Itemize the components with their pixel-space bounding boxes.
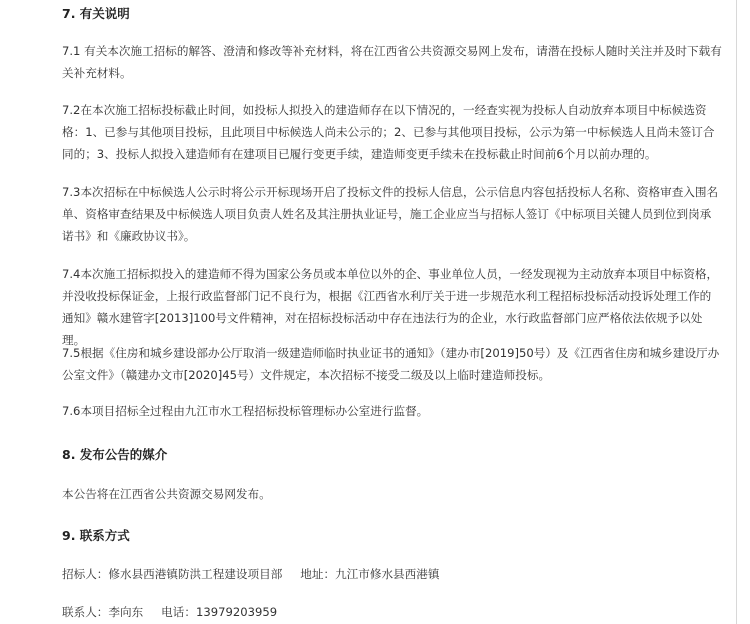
contact-text: 联系人：李向东 xyxy=(62,605,144,619)
section-8-heading: 8. 发布公告的媒介 xyxy=(62,447,168,462)
section-9-heading: 9. 联系方式 xyxy=(62,528,130,543)
clause-7-1: 7.1 有关本次施工招标的解答、澄清和修改等补充材料，将在江西省公共资源交易网上发布，请潜在投标人随时关注并及时下载有关补充材料。 xyxy=(62,44,722,80)
tenderer-address-line xyxy=(62,566,439,582)
tenderer-text: 招标人：修水县西港镇防洪工程建设项目部 xyxy=(62,567,283,581)
clause-7-2: 7.2在本次施工招标投标截止时间，如投标人拟投入的建造师存在以下情况的，一经查实视为投标人自动放弃本项目中标候选资格：1、已参与其他项目投标，且此项目中标候选人尚未公示的；2、已参与其他项目投标，公示为第一中标候选人且尚未签订合同的；3、投标人拟投入建造师有在建项目已履行变更手续，建造师变更手续未在投标截止时间前6个月以前办理的。 xyxy=(62,103,715,161)
clause-7-6: 7.6本项目招标全过程由九江市水工程招标投标管理标办公室进行监督。 xyxy=(62,404,429,418)
address-text: 地址：九江市修水县西港镇 xyxy=(300,567,440,581)
contact-phone-line xyxy=(62,604,277,620)
section-7-heading: 7. 有关说明 xyxy=(62,6,130,21)
clause-7-4: 7.4本次施工招标拟投入的建造师不得为国家公务员或本单位以外的企、事业单位人员，一经发现视为主动放弃本项目中标资格，并没收投标保证金，上报行政监督部门记不良行为，根据《江西省水利厅关于进一步规范水利工程招标投标活动投诉处理工作的通知》赣水建管字[2013]100号文件精神，对在招标投标活动中存在违法行为的企业，水行政监督部门应严格依法依规予以处理。 xyxy=(62,267,719,347)
phone-text: 电话：13979203959 xyxy=(161,605,278,619)
publish-media-text: 本公告将在江西省公共资源交易网发布。 xyxy=(62,487,271,501)
clause-7-5: 7.5根据《住房和城乡建设部办公厅取消一级建造师临时执业证书的通知》（建办市[2019]50号）及《江西省住房和城乡建设厅办公室文件》（赣建办文市[2020]45号）文件规定，本次招标不接受二级及以上临时建造师投标。 xyxy=(62,346,720,382)
clause-7-3: 7.3本次招标在中标候选人公示时将公示开标现场开启了投标文件的投标人信息，公示信息内容包括投标人名称、资格审查入围名单、资格审查结果及中标候选人项目负责人姓名及其注册执业证号，施工企业应当与招标人签订《中标项目关键人员到位到岗承诺书》和《廉政协议书》。 xyxy=(62,185,719,243)
